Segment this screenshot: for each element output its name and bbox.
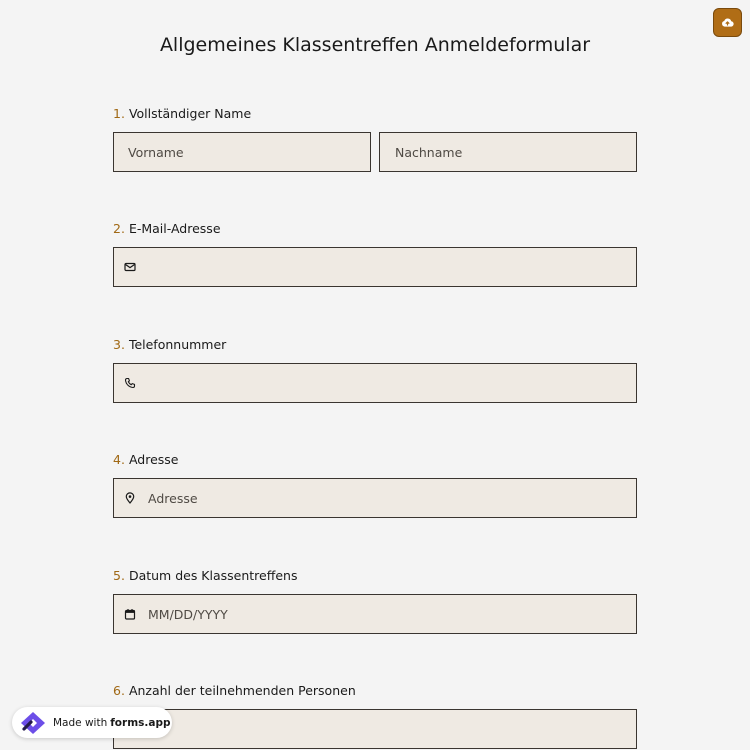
first-name-placeholder: Vorname: [128, 144, 184, 160]
question-text: Datum des Klassentreffens: [128, 568, 298, 583]
question-text: Telefonnummer: [128, 337, 227, 352]
cloud-upload-icon: [721, 16, 734, 29]
question-attendees: [113, 683, 637, 699]
question-number: 2.: [113, 221, 125, 236]
question-text: Anzahl der teilnehmenden Personen: [128, 683, 356, 698]
calendar-icon: [123, 607, 137, 621]
question-label: [113, 452, 637, 468]
date-placeholder: MM/DD/YYYY: [148, 606, 228, 622]
forms-app-badge[interactable]: [12, 707, 172, 738]
question-date: [113, 568, 637, 622]
question-label: [113, 683, 637, 699]
date-field[interactable]: [113, 594, 637, 634]
question-label: [113, 106, 637, 122]
last-name-placeholder: Nachname: [395, 144, 463, 160]
question-text: Adresse: [128, 452, 179, 467]
question-number: 3.: [113, 337, 125, 352]
question-label: [113, 568, 637, 584]
address-field[interactable]: [113, 478, 637, 518]
envelope-icon: [123, 260, 137, 274]
forms-app-logo-icon: [18, 711, 48, 735]
question-text: E-Mail-Adresse: [128, 221, 221, 236]
address-placeholder: Adresse: [148, 490, 198, 506]
question-label: [113, 221, 637, 237]
phone-field[interactable]: [113, 363, 637, 403]
attendees-input[interactable]: [113, 709, 637, 749]
badge-prefix: Made with: [53, 716, 108, 729]
question-number: 5.: [113, 568, 125, 583]
question-text: Vollständiger Name: [128, 106, 252, 121]
question-number: 1.: [113, 106, 125, 121]
page-title: Allgemeines Klassentreffen Anmeldeformular: [159, 34, 591, 56]
question-address: [113, 452, 637, 506]
question-number: 4.: [113, 452, 125, 467]
last-name-input[interactable]: [379, 132, 637, 172]
question-phone: [113, 337, 637, 353]
question-number: 6.: [113, 683, 125, 698]
question-email: [113, 221, 637, 237]
first-name-input[interactable]: [113, 132, 371, 172]
phone-icon: [123, 376, 137, 390]
question-full-name: [113, 106, 637, 160]
email-field[interactable]: [113, 247, 637, 287]
question-label: [113, 337, 637, 353]
badge-brand: forms.app: [110, 716, 171, 729]
map-pin-icon: [123, 491, 137, 505]
